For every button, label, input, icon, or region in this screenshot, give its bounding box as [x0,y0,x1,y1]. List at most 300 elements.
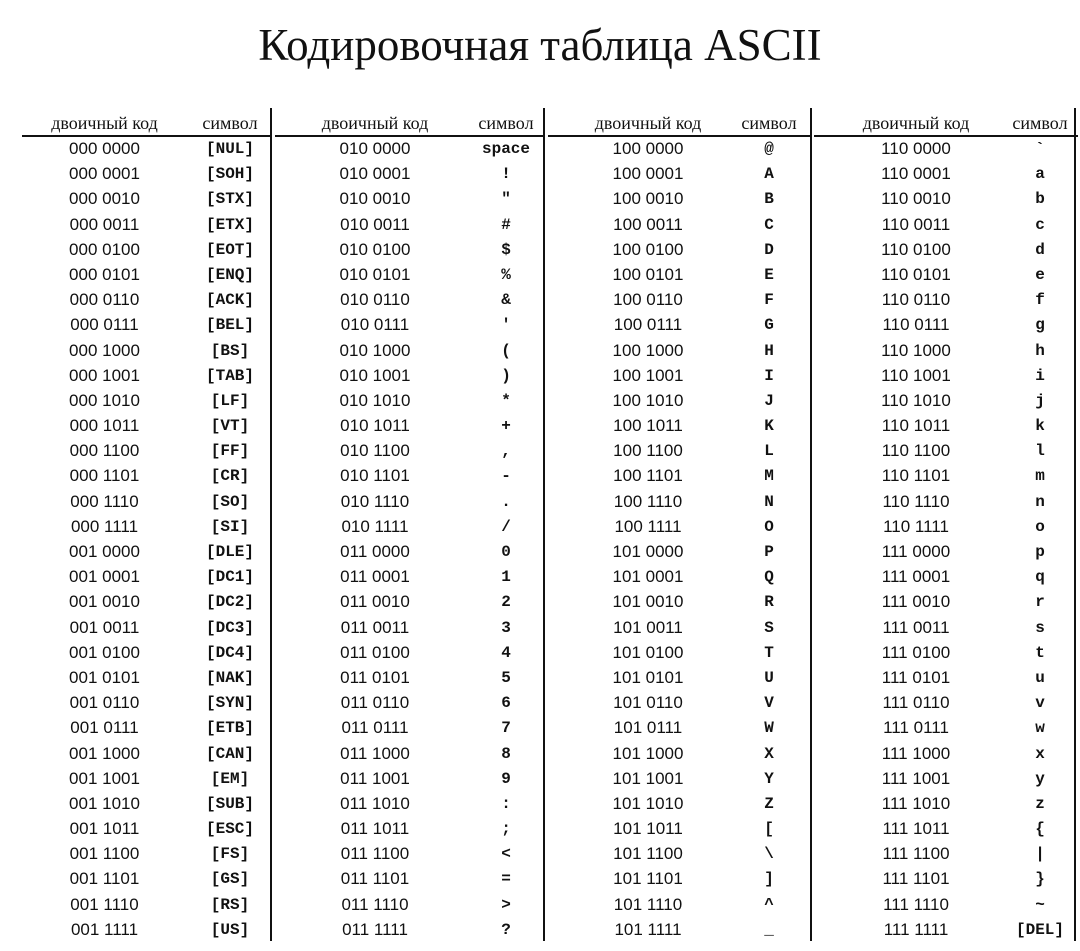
binary-code-cell: 100 1111 [614,516,682,536]
table-row [814,716,1078,741]
binary-code-cell: 000 0011 [69,214,140,234]
table-row [814,515,1078,540]
table-row [22,490,270,515]
table-row [22,742,270,767]
symbol-cell: [ENQ] [205,265,254,284]
binary-code-cell: 110 0100 [881,239,951,259]
table-row [275,767,543,792]
binary-code-cell: 110 0110 [881,290,951,310]
table-row [275,716,543,741]
symbol-cell: + [501,417,511,436]
symbol-cell: # [501,215,511,234]
table-row [548,842,810,867]
table-row [275,439,543,464]
binary-code-cell: 010 0000 [339,139,411,158]
symbol-cell: e [1035,265,1045,284]
table-row [814,238,1078,263]
symbol-cell: [DC3] [205,618,254,637]
table-row [548,364,810,389]
table-row [275,313,543,338]
symbol-cell: 1 [501,568,511,587]
symbol-cell: [ETX] [205,215,254,234]
symbol-cell: 0 [501,543,511,561]
table-row [548,616,810,641]
binary-code-cell: 110 1010 [881,390,951,410]
table-row [22,187,270,212]
binary-code-cell: 111 1101 [882,869,950,889]
symbol-cell: - [501,467,511,486]
table-row [275,339,543,364]
table-row [22,213,270,238]
table-group-1 [22,108,270,943]
symbol-cell: T [764,643,774,662]
table-row [548,792,810,817]
symbol-cell: [DLE] [205,543,254,561]
header-binary-code: двоичный код [51,113,158,133]
symbol-cell: 3 [501,618,511,637]
table-row [275,515,543,540]
table-row [548,515,810,540]
binary-code-cell: 111 0110 [882,693,950,713]
binary-code-cell: 111 0000 [881,542,951,561]
table-row [275,213,543,238]
binary-code-cell: 011 0110 [340,693,410,713]
table-row [548,867,810,892]
symbol-cell: u [1035,668,1045,687]
binary-code-cell: 111 0100 [881,642,951,662]
binary-code-cell: 111 1000 [881,743,951,763]
table-row [548,187,810,212]
table-row [814,540,1078,565]
table-row [275,893,543,918]
table-row [814,742,1078,767]
table-row [814,137,1078,162]
table-row [548,540,810,565]
binary-code-cell: 110 1001 [881,365,951,385]
symbol-cell: o [1035,517,1045,536]
binary-code-cell: 000 1000 [69,340,140,360]
binary-code-cell: 101 0110 [613,693,683,713]
table-row [814,918,1078,943]
table-row [22,515,270,540]
page-title: Кодировочная таблица ASCII [258,20,822,70]
binary-code-cell: 111 1011 [882,819,950,839]
table-row [814,792,1078,817]
binary-code-cell: 010 1000 [339,340,411,360]
symbol-cell: [FS] [210,845,250,864]
symbol-cell: * [501,391,511,410]
table-row [814,389,1078,414]
table-row [814,187,1078,212]
symbol-cell: y [1035,769,1045,788]
symbol-cell: G [764,316,774,335]
binary-code-cell: 010 1111 [341,516,409,536]
symbol-cell: [LF] [210,391,250,410]
binary-code-cell: 101 1011 [613,819,683,839]
binary-code-cell: 101 0100 [612,642,684,662]
table-row [22,691,270,716]
binary-code-cell: 110 0101 [881,264,951,284]
binary-code-cell: 000 0101 [69,264,140,284]
symbol-cell: l [1035,442,1045,461]
symbol-cell: v [1035,694,1045,713]
table-row [814,590,1078,615]
table-rows [814,137,1078,943]
binary-code-cell: 010 0110 [340,290,410,310]
symbol-cell: = [501,870,511,889]
table-header [22,108,270,137]
binary-code-cell: 110 0000 [881,139,951,158]
header-symbol: символ [478,113,534,133]
binary-code-cell: 000 1111 [70,516,139,536]
binary-code-cell: 011 1111 [342,919,408,939]
table-row [548,213,810,238]
table-row [22,313,270,338]
binary-code-cell: 110 1101 [881,466,951,486]
table-row [22,263,270,288]
table-row [548,389,810,414]
symbol-cell: [CAN] [205,744,254,763]
symbol-cell: O [764,517,774,536]
table-row [814,490,1078,515]
table-row [814,565,1078,590]
binary-code-cell: 100 0011 [613,214,683,234]
table-row [22,666,270,691]
symbol-cell: t [1035,643,1045,662]
table-row [275,616,543,641]
symbol-cell: [STX] [205,190,254,209]
symbol-cell: [BEL] [205,316,254,335]
table-row [548,817,810,842]
binary-code-cell: 011 0010 [340,592,410,612]
table-row [275,590,543,615]
symbol-cell: W [764,719,774,738]
symbol-cell: [SOH] [205,165,254,184]
symbol-cell: X [764,744,774,763]
symbol-cell: K [764,417,774,436]
binary-code-cell: 011 0100 [340,642,410,662]
table-row [22,540,270,565]
binary-code-cell: 111 1001 [881,768,951,788]
table-row [22,464,270,489]
binary-code-cell: 111 0001 [881,567,951,587]
binary-code-cell: 000 1101 [69,466,140,486]
symbol-cell: 2 [501,593,511,612]
binary-code-cell: 001 1001 [69,768,140,788]
symbol-cell: r [1035,593,1045,612]
binary-code-cell: 010 1101 [340,466,410,486]
binary-code-cell: 100 1000 [612,340,684,360]
symbol-cell: [DEL] [1015,920,1064,939]
binary-code-cell: 000 1011 [69,416,140,436]
table-row [548,288,810,313]
binary-code-cell: 011 1010 [340,793,410,813]
symbol-cell: [DC1] [205,568,254,587]
symbol-cell: H [764,341,774,360]
binary-code-cell: 110 1111 [883,516,949,536]
binary-code-cell: 001 1011 [69,819,140,839]
symbol-cell: 7 [501,719,511,738]
symbol-cell: h [1035,341,1045,360]
binary-code-cell: 001 0111 [70,718,139,738]
symbol-cell: [GS] [210,870,250,889]
binary-code-cell: 101 1001 [612,768,684,788]
binary-code-cell: 100 0101 [612,264,684,284]
binary-code-cell: 101 0111 [613,718,683,738]
binary-code-cell: 010 1010 [339,390,411,410]
symbol-cell: ( [501,341,511,360]
table-row [22,339,270,364]
binary-code-cell: 100 0110 [613,290,683,310]
binary-code-cell: 000 0110 [69,290,140,310]
symbol-cell: [BS] [210,341,250,360]
table-row [548,439,810,464]
binary-code-cell: 011 1101 [340,869,410,889]
binary-code-cell: 000 1001 [69,365,140,385]
table-row [22,590,270,615]
table-row [275,691,543,716]
table-row [22,137,270,162]
table-row [814,213,1078,238]
symbol-cell: @ [764,140,774,158]
symbol-cell: b [1035,190,1045,209]
table-row [814,263,1078,288]
table-row [548,590,810,615]
table-group-2 [275,108,543,943]
table-row [548,464,810,489]
binary-code-cell: 110 0001 [881,164,951,184]
symbol-cell: [NUL] [205,140,254,158]
table-row [548,313,810,338]
table-row [22,162,270,187]
table-row [22,767,270,792]
binary-code-cell: 111 0010 [881,592,951,612]
table-row [275,364,543,389]
symbol-cell: [TAB] [205,366,254,385]
binary-code-cell: 111 1100 [882,844,950,864]
binary-code-cell: 101 0000 [612,542,684,561]
table-row [548,666,810,691]
binary-code-cell: 000 1010 [69,390,140,410]
symbol-cell: Q [764,568,774,587]
table-row [275,867,543,892]
binary-code-cell: 010 1001 [339,365,411,385]
table-row [275,918,543,943]
symbol-cell: [ACK] [205,291,254,310]
symbol-cell: $ [501,240,511,259]
table-row [22,792,270,817]
symbol-cell: f [1035,291,1045,310]
symbol-cell: B [764,190,774,209]
binary-code-cell: 110 1011 [881,416,951,436]
symbol-cell: " [501,190,511,209]
table-row [814,691,1078,716]
binary-code-cell: 101 0011 [613,617,683,637]
binary-code-cell: 000 0111 [70,315,139,335]
binary-code-cell: 101 1101 [613,869,683,889]
header-symbol: символ [202,113,258,133]
binary-code-cell: 001 0100 [69,642,140,662]
table-row [548,716,810,741]
symbol-cell: c [1035,215,1045,234]
symbol-cell: / [501,517,511,536]
table-row [22,439,270,464]
binary-code-cell: 111 0011 [882,617,950,637]
table-row [22,716,270,741]
table-row [275,187,543,212]
table-row [814,339,1078,364]
binary-code-cell: 100 1011 [613,416,683,436]
table-row [814,439,1078,464]
table-row [275,666,543,691]
symbol-cell: m [1035,467,1045,486]
table-row [548,565,810,590]
binary-code-cell: 010 0111 [340,315,410,335]
symbol-cell: [VT] [210,417,250,436]
symbol-cell: q [1035,568,1045,587]
table-rows [22,137,270,943]
table-row [814,616,1078,641]
binary-code-cell: 001 0011 [69,617,140,637]
table-row [275,817,543,842]
table-row [814,666,1078,691]
symbol-cell: s [1035,618,1045,637]
binary-code-cell: 101 0001 [612,567,684,587]
table-row [22,565,270,590]
header-binary-code: двоичный код [594,113,702,133]
symbol-cell: V [764,694,774,713]
table-row [548,238,810,263]
table-row [548,414,810,439]
table-row [22,893,270,918]
table-row [548,742,810,767]
table-row [814,641,1078,666]
binary-code-cell: 110 1100 [881,441,951,461]
binary-code-cell: 110 1110 [882,491,950,511]
binary-code-cell: 001 0110 [69,693,140,713]
symbol-cell: E [764,265,774,284]
table-row [548,767,810,792]
symbol-cell: ~ [1035,895,1045,914]
symbol-cell: J [764,391,774,410]
symbol-cell: k [1035,417,1045,436]
symbol-cell: i [1035,366,1045,385]
table-row [22,389,270,414]
table-row [814,767,1078,792]
binary-code-cell: 100 1110 [613,491,683,511]
binary-code-cell: 110 0111 [882,315,950,335]
binary-code-cell: 001 1010 [69,793,140,813]
table-row [548,918,810,943]
binary-code-cell: 111 0101 [881,667,951,687]
table-row [814,464,1078,489]
binary-code-cell: 010 0101 [339,264,411,284]
binary-code-cell: 011 0001 [340,567,410,587]
binary-code-cell: 001 1101 [69,869,140,889]
symbol-cell: % [501,265,511,284]
table-row [275,792,543,817]
symbol-cell: n [1035,492,1045,511]
binary-code-cell: 100 0001 [612,164,684,184]
table-row [22,817,270,842]
symbol-cell: [ESC] [205,820,254,839]
symbol-cell: ' [501,316,511,335]
symbol-cell: ) [501,366,511,385]
symbol-cell: P [764,543,774,561]
table-row [22,867,270,892]
symbol-cell: } [1035,870,1045,889]
binary-code-cell: 111 1111 [883,919,949,939]
symbol-cell: I [764,366,774,385]
binary-code-cell: 001 0010 [69,592,140,612]
table-row [814,313,1078,338]
symbol-cell: [SO] [210,492,250,511]
symbol-cell: | [1035,845,1045,864]
symbol-cell: x [1035,744,1045,763]
symbol-cell: ! [501,165,511,184]
column-divider [810,108,812,941]
table-group-4 [814,108,1078,943]
symbol-cell: : [501,794,511,813]
binary-code-cell: 000 1100 [69,441,140,461]
table-row [275,464,543,489]
header-symbol: символ [741,113,797,133]
symbol-cell: { [1035,820,1045,839]
table-row [275,389,543,414]
symbol-cell: w [1035,719,1045,738]
binary-code-cell: 101 0101 [612,667,684,687]
symbol-cell: 8 [501,744,511,763]
binary-code-cell: 011 1100 [340,844,410,864]
binary-code-cell: 010 1100 [340,441,410,461]
binary-code-cell: 100 1010 [612,390,684,410]
symbol-cell: g [1035,316,1045,335]
binary-code-cell: 110 0010 [881,189,951,209]
table-row [548,893,810,918]
binary-code-cell: 000 0000 [69,139,140,158]
symbol-cell: N [764,492,774,511]
column-divider [270,108,272,941]
symbol-cell: [NAK] [205,668,254,687]
symbol-cell: , [501,442,511,461]
table-row [22,288,270,313]
binary-code-cell: 100 0010 [612,189,684,209]
binary-code-cell: 010 0001 [339,164,411,184]
table-group-3 [548,108,810,943]
binary-code-cell: 101 1000 [612,743,684,763]
symbol-cell: . [501,492,511,511]
binary-code-cell: 000 1110 [70,491,139,511]
symbol-cell: [DC4] [205,643,254,662]
binary-code-cell: 111 0111 [883,718,949,738]
binary-code-cell: 011 0000 [340,542,410,561]
binary-code-cell: 100 1001 [612,365,684,385]
binary-code-cell: 101 1010 [612,793,684,813]
symbol-cell: ; [501,820,511,839]
binary-code-cell: 101 1110 [613,894,683,914]
symbol-cell: Y [764,769,774,788]
table-row [548,162,810,187]
table-row [275,263,543,288]
table-row [814,817,1078,842]
table-row [548,137,810,162]
table-row [275,742,543,767]
table-row [22,842,270,867]
binary-code-cell: 001 1000 [69,743,140,763]
symbol-cell: [ETB] [205,719,254,738]
binary-code-cell: 010 0100 [339,239,411,259]
symbol-cell: ] [764,870,774,889]
